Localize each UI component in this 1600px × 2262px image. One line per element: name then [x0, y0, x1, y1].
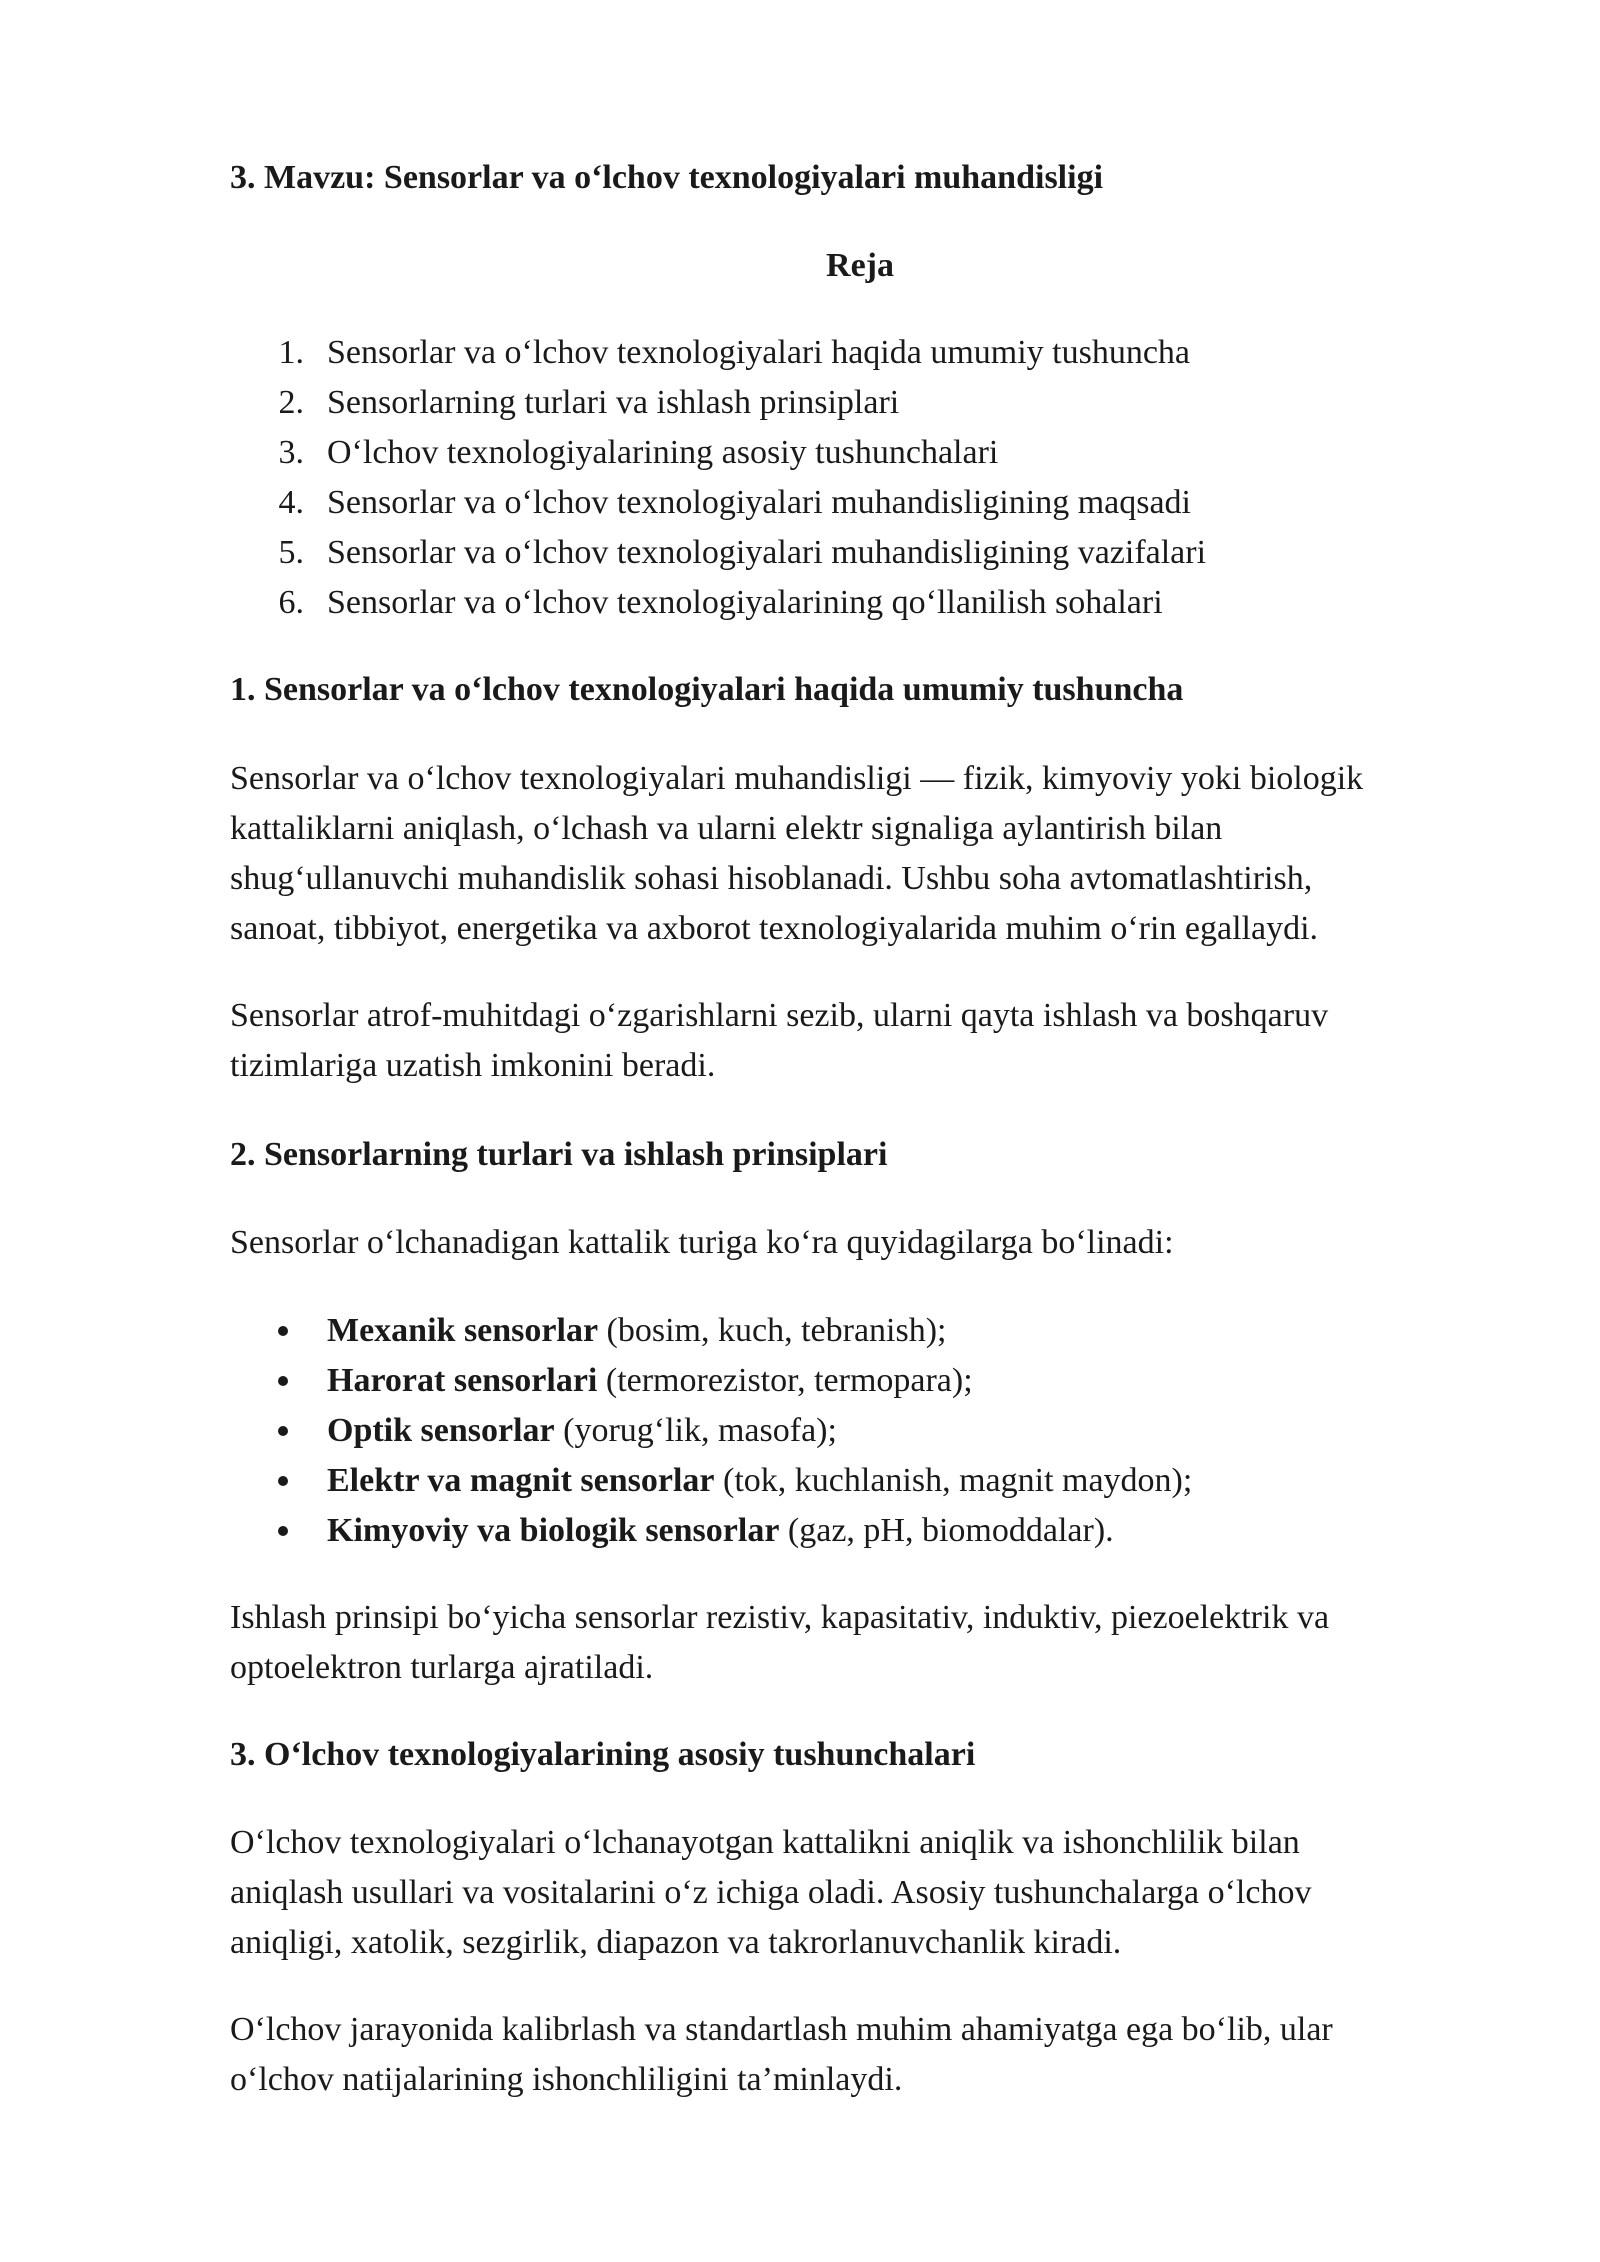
- paragraph-line: O‘lchov jarayonida kalibrlash va standartlash muhim ahamiyatga ega bo‘lib, ular: [230, 2011, 1333, 2048]
- list-item: [327, 1361, 973, 1401]
- plan-item-number: 2.: [278, 384, 304, 421]
- list-item-term: Kimyoviy va biologik sensorlar: [327, 1512, 780, 1549]
- list-item-detail: (gaz, pH, biomoddalar).: [779, 1512, 1114, 1549]
- plan-item: Sensorlar va o‘lchov texnologiyalari muhandisligining maqsadi: [327, 484, 1191, 521]
- paragraph-line: optoelektron turlarga ajratiladi.: [230, 1649, 654, 1686]
- section-2-heading: 2. Sensorlarning turlari va ishlash prinsiplari: [230, 1136, 888, 1173]
- paragraph-line: Sensorlar atrof-muhitdagi o‘zgarishlarni sezib, ularni qayta ishlash va boshqaruv: [230, 997, 1329, 1034]
- section-1-heading: 1. Sensorlar va o‘lchov texnologiyalari haqida umumiy tushuncha: [230, 671, 1184, 708]
- paragraph-line: aniqligi, xatolik, sezgirlik, diapazon va takrorlanuvchanlik kiradi.: [230, 1924, 1122, 1961]
- paragraph-line: O‘lchov texnologiyalari o‘lchanayotgan kattalikni aniqlik va ishonchlilik bilan: [230, 1824, 1300, 1861]
- section-3-heading: 3. O‘lchov texnologiyalarining asosiy tushunchalari: [230, 1736, 976, 1773]
- bullet-icon: [278, 1426, 288, 1436]
- plan-item-number: 3.: [278, 434, 304, 471]
- plan-item: Sensorlar va o‘lchov texnologiyalari haqida umumiy tushuncha: [327, 334, 1191, 371]
- list-item: [327, 1461, 1192, 1501]
- plan-item-number: 6.: [278, 584, 304, 621]
- paragraph-line: kattaliklarni aniqlash, o‘lchash va ularni elektr signaliga aylantirish bilan: [230, 810, 1223, 847]
- plan-item: Sensorlar va o‘lchov texnologiyalarining qo‘llanilish sohalari: [327, 584, 1163, 621]
- paragraph-line: Ishlash prinsipi bo‘yicha sensorlar rezistiv, kapasitativ, induktiv, piezoelektrik va: [230, 1599, 1330, 1636]
- list-item-detail: (tok, kuchlanish, magnit maydon);: [714, 1462, 1193, 1499]
- list-item: [327, 1511, 1114, 1551]
- list-item-detail: (bosim, kuch, tebranish);: [598, 1312, 947, 1349]
- paragraph-line: o‘lchov natijalarining ishonchliligini ta’minlaydi.: [230, 2061, 903, 2098]
- list-item-term: Elektr va magnit sensorlar: [327, 1462, 715, 1499]
- bullet-icon: [278, 1526, 288, 1536]
- list-item-term: Optik sensorlar: [327, 1412, 555, 1449]
- paragraph-line: shug‘ullanuvchi muhandislik sohasi hisoblanadi. Ushbu soha avtomatlashtirish,: [230, 860, 1313, 897]
- plan-item: Sensorlar va o‘lchov texnologiyalari muhandisligining vazifalari: [327, 534, 1207, 571]
- paragraph-line: sanoat, tibbiyot, energetika va axborot texnologiyalarida muhim o‘rin egallaydi.: [230, 910, 1319, 947]
- paragraph-line: Sensorlar va o‘lchov texnologiyalari muhandisligi — fizik, kimyoviy yoki biologik: [230, 760, 1364, 797]
- bullet-icon: [278, 1326, 288, 1336]
- list-item-detail: (termorezistor, termopara);: [597, 1362, 973, 1399]
- plan-item: O‘lchov texnologiyalarining asosiy tushunchalari: [327, 434, 999, 471]
- plan-item-number: 4.: [278, 484, 304, 521]
- section-2-intro: Sensorlar o‘lchanadigan kattalik turiga ko‘ra quyidagilarga bo‘linadi:: [230, 1224, 1174, 1261]
- list-item: [327, 1411, 837, 1451]
- bullet-icon: [278, 1476, 288, 1486]
- document-title: 3. Mavzu: Sensorlar va o‘lchov texnologiyalari muhandisligi: [230, 159, 1104, 196]
- paragraph-line: aniqlash usullari va vositalarini o‘z ichiga oladi. Asosiy tushunchalarga o‘lchov: [230, 1874, 1312, 1911]
- list-item-term: Harorat sensorlari: [327, 1362, 598, 1399]
- bullet-icon: [278, 1376, 288, 1386]
- list-item: [327, 1311, 946, 1351]
- list-item-detail: (yorug‘lik, masofa);: [554, 1412, 837, 1449]
- plan-heading: Reja: [826, 247, 894, 284]
- paragraph-line: tizimlariga uzatish imkonini beradi.: [230, 1047, 716, 1084]
- plan-item-number: 1.: [278, 334, 304, 371]
- plan-item-number: 5.: [278, 534, 304, 571]
- list-item-term: Mexanik sensorlar: [327, 1312, 599, 1349]
- plan-item: Sensorlarning turlari va ishlash prinsiplari: [327, 384, 900, 421]
